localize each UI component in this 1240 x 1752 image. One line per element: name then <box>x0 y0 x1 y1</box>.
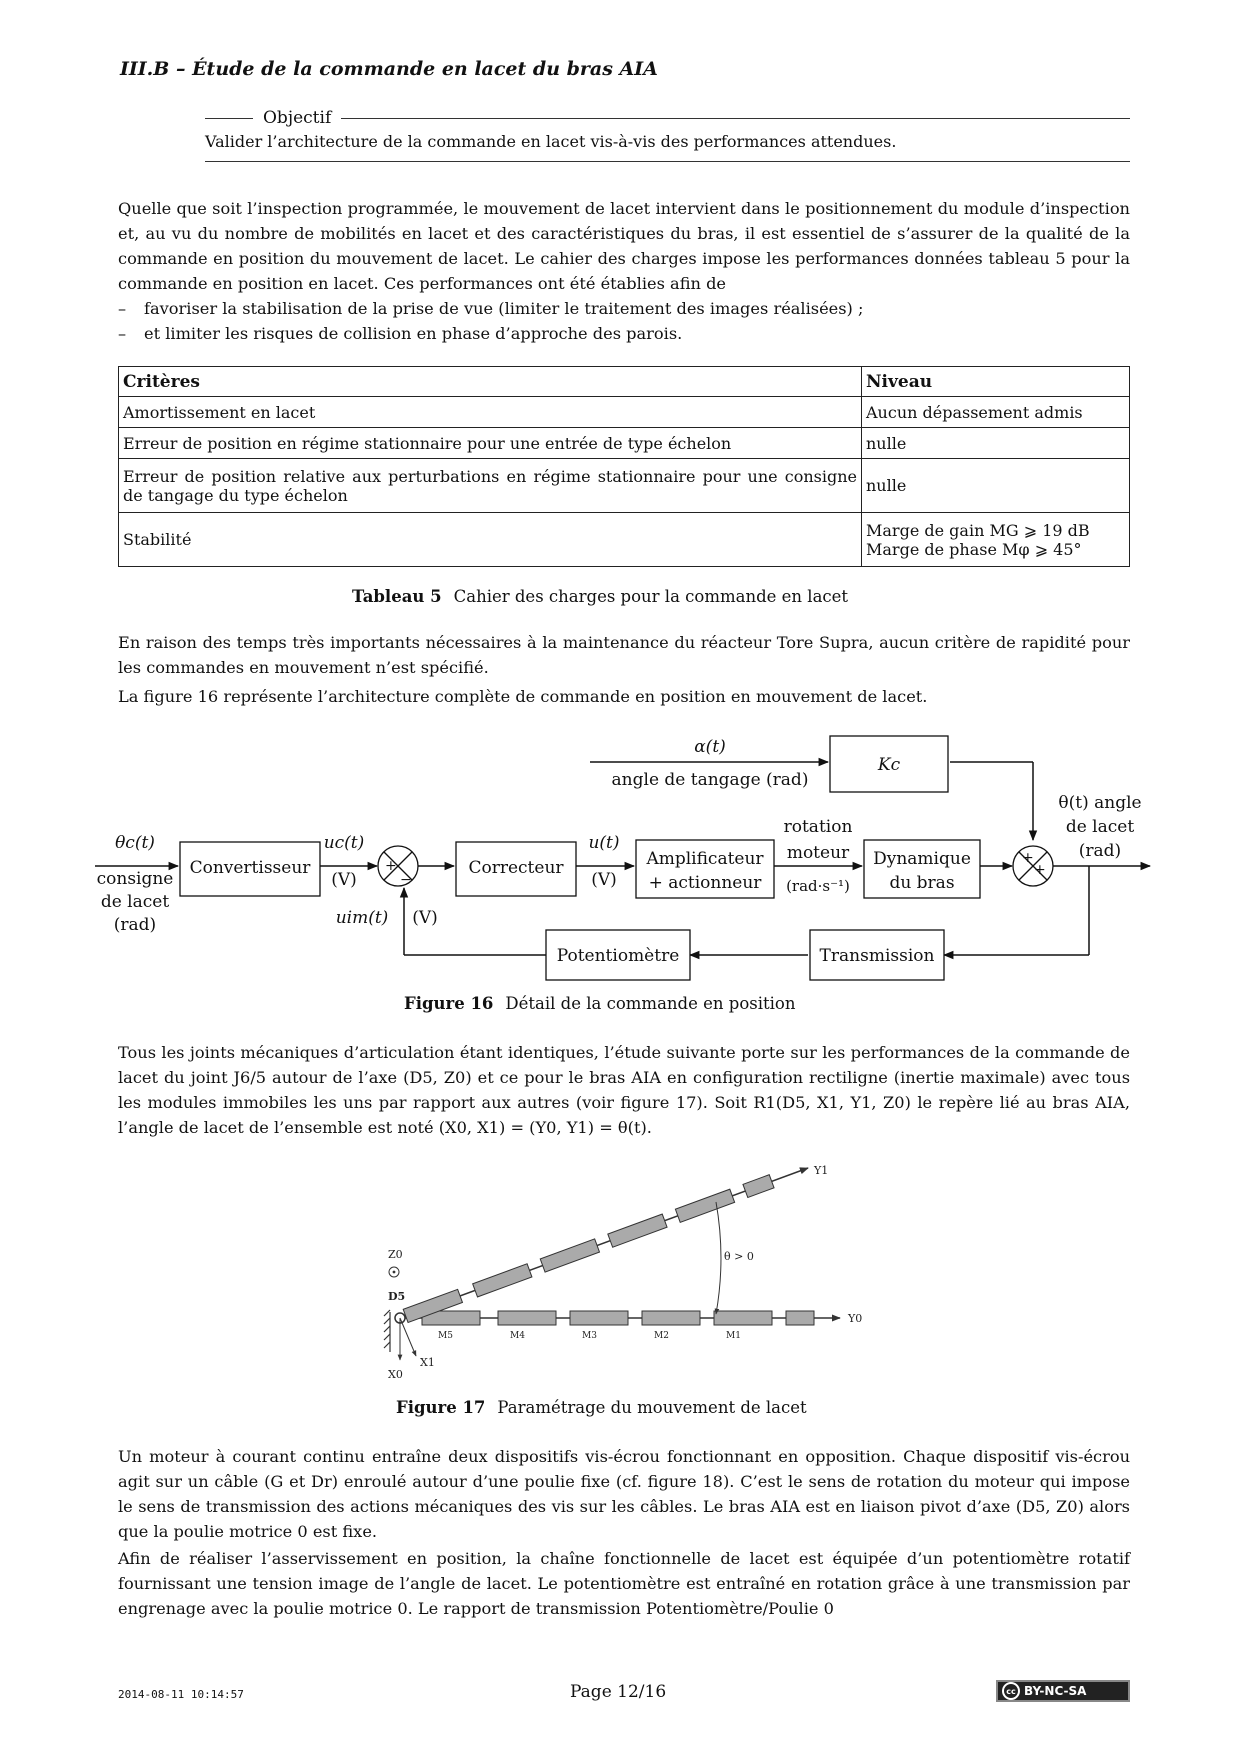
y0-label: Y0 <box>848 1312 863 1325</box>
svg-text:de lacet: de lacet <box>100 892 170 912</box>
y1-label: Y1 <box>814 1164 829 1177</box>
svg-text:(V): (V) <box>591 870 617 890</box>
svg-text:(V): (V) <box>331 870 357 890</box>
table-row: Erreur de position relative aux perturbations en régime stationnaire pour une consigne de tangage du type échelon nulle <box>119 459 1130 513</box>
svg-text:+: + <box>385 858 397 874</box>
svg-text:uc(t): uc(t) <box>323 833 365 853</box>
section-title: III.B – Étude de la commande en lacet du bras AIA <box>120 58 658 80</box>
svg-text:u(t): u(t) <box>588 833 620 853</box>
svg-text:rotation: rotation <box>783 817 853 837</box>
paragraph-6: Afin de réaliser l’asservissement en position, la chaîne fonctionnelle de lacet est équipée d’un potentiomètre rotatif fournissant une tension image de l’angle de lacet. Le potentiomètre est entraîné en rotation grâce à une transmission par engrenage avec la poulie motrice 0. Le rapport de transmission Potentiomètre/Poulie 0 <box>118 1549 1130 1618</box>
svg-text:(rad): (rad) <box>113 915 157 935</box>
alpha-description: angle de tangage (rad) <box>611 770 809 790</box>
svg-text:+: + <box>1022 850 1034 866</box>
objective-box <box>205 108 1130 162</box>
theta-c-label: θc(t) <box>115 833 155 853</box>
svg-text:Potentiomètre: Potentiomètre <box>556 946 680 966</box>
block-diagram <box>0 720 1240 990</box>
table-header: Niveau <box>862 367 1130 397</box>
table-header: Critères <box>119 367 862 397</box>
svg-text:θ(t) angle: θ(t) angle <box>1058 793 1142 813</box>
svg-text:−: − <box>400 872 412 888</box>
lacet-parametrage-figure <box>380 1160 863 1390</box>
x1-label: X1 <box>420 1356 435 1369</box>
x0-label: X0 <box>388 1368 403 1381</box>
svg-text:Amplificateur: Amplificateur <box>646 849 764 869</box>
svg-text:du bras: du bras <box>889 873 955 893</box>
z0-label: Z0 <box>388 1248 403 1261</box>
table-row: Amortissement en lacet Aucun dépassement admis <box>119 397 1130 428</box>
svg-text:+ actionneur: + actionneur <box>648 873 762 893</box>
angle-label: θ > 0 <box>724 1250 754 1263</box>
svg-text:M2: M2 <box>654 1331 669 1341</box>
svg-text:+: + <box>1034 862 1046 878</box>
bullet-item: – favoriser la stabilisation de la prise de vue (limiter le traitement des images réalisées) ; <box>118 299 864 318</box>
figure17-caption: Figure 17 Paramétrage du mouvement de lacet <box>396 1398 807 1417</box>
svg-text:(V): (V) <box>412 908 438 928</box>
svg-text:Correcteur: Correcteur <box>468 858 564 878</box>
intro-paragraph: Quelle que soit l’inspection programmée, le mouvement de lacet intervient dans le positionnement du module d’inspection et, au vu du nombre de mobilités en lacet et des caractéristiques du bras, il est essentiel de s’assurer de la qualité de la commande en position du mouvement de lacet. Le cahier des charges impose les performances données tableau 5 pour la commande en position en lacet. Ces performances ont été établies afin de – favoriser la stabilisation de la prise de vue (limiter le traitement des images réalisées) ; – et limiter les risques de collision en phase d’approche des parois. <box>118 196 1130 346</box>
footer-timestamp: 2014-08-11 10:14:57 <box>118 1688 244 1701</box>
license-badge: cc BY-NC-SA <box>996 1680 1130 1702</box>
figure16-caption: Figure 16 Détail de la commande en position <box>404 994 796 1013</box>
objective-heading: Objectif <box>263 108 332 128</box>
alpha-label: α(t) <box>694 737 726 757</box>
svg-text:de lacet: de lacet <box>1065 817 1135 837</box>
svg-text:M1: M1 <box>726 1331 741 1341</box>
svg-text:uim(t): uim(t) <box>335 908 389 928</box>
kc-label: Kc <box>877 755 901 775</box>
objective-text: Valider l’architecture de la commande en lacet vis-à-vis des performances attendues. <box>205 132 1130 162</box>
creative-commons-icon: cc <box>1002 1682 1020 1700</box>
paragraph-3: La figure 16 représente l’architecture complète de commande en position en mouvement de lacet. <box>118 687 928 706</box>
svg-text:Transmission: Transmission <box>819 946 935 966</box>
specifications-table <box>118 366 1130 567</box>
svg-text:Dynamique: Dynamique <box>873 849 971 869</box>
svg-text:consigne: consigne <box>96 869 174 889</box>
svg-text:(rad): (rad) <box>1078 841 1122 861</box>
table-row: Stabilité Marge de gain MG ⩾ 19 dB Marge de phase Mφ ⩾ 45° <box>119 513 1130 567</box>
table-row: Erreur de position en régime stationnaire pour une entrée de type échelon nulle <box>119 428 1130 459</box>
svg-text:Convertisseur: Convertisseur <box>189 858 311 878</box>
svg-text:M3: M3 <box>582 1331 597 1341</box>
svg-text:moteur: moteur <box>786 843 850 863</box>
svg-text:M4: M4 <box>510 1331 525 1341</box>
page-number: Page 12/16 <box>570 1682 667 1702</box>
paragraph-4: Tous les joints mécaniques d’articulation étant identiques, l’étude suivante porte sur les performances de la commande de lacet du joint J6/5 autour de l’axe (D5, Z0) et ce pour le bras AIA en configuration rectiligne (inertie maximale) avec tous les modules immobiles les uns par rapport aux autres (voir figure 17). Soit R1(D5, X1, Y1, Z0) le repère lié au bras AIA, l’angle de lacet de l’ensemble est noté (X0, X1) = (Y0, Y1) = θ(t). <box>118 1043 1130 1137</box>
bullet-item: – et limiter les risques de collision en phase d’approche des parois. <box>118 324 683 343</box>
d5-label: D5 <box>388 1290 406 1303</box>
svg-text:(rad·s⁻¹): (rad·s⁻¹) <box>786 877 850 895</box>
svg-text:M5: M5 <box>438 1331 453 1341</box>
table-caption: Tableau 5 Cahier des charges pour la commande en lacet <box>352 587 849 606</box>
paragraph-2: En raison des temps très importants nécessaires à la maintenance du réacteur Tore Supra, aucun critère de rapidité pour les commandes en mouvement n’est spécifié. <box>118 633 1130 677</box>
paragraph-5: Un moteur à courant continu entraîne deux dispositifs vis-écrou fonctionnant en opposition. Chaque dispositif vis-écrou agit sur un câble (G et Dr) enroulé autour d’une poulie fixe (cf. figure 18). C’est le sens de rotation du moteur qui impose le sens de transmission des actions mécaniques des vis sur les câbles. Le bras AIA est en liaison pivot d’axe (D5, Z0) alors que la poulie motrice 0 est fixe. <box>118 1447 1130 1541</box>
